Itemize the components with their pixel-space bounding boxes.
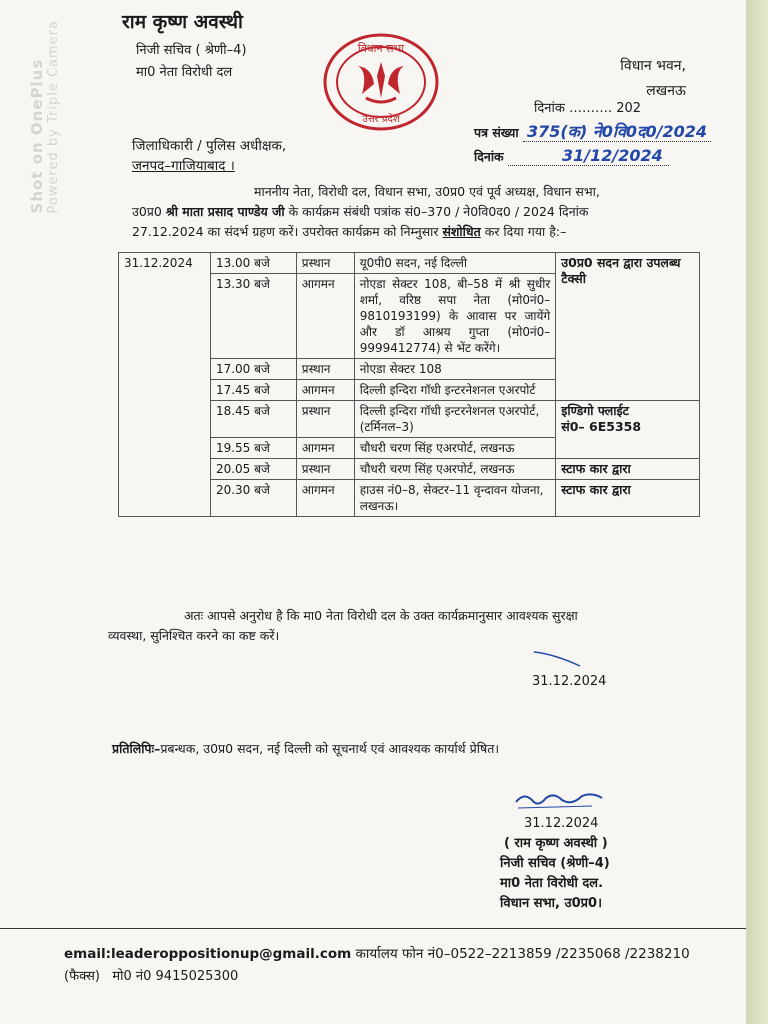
row-action: आगमन <box>296 438 354 459</box>
recipient-line2: जनपद–गाजियाबाद । <box>132 158 235 174</box>
signature-place: विधान सभा, उ0प्र0। <box>500 896 602 911</box>
signature-name: ( राम कृष्ण अवस्थी ) <box>504 836 608 851</box>
footer-divider <box>0 928 748 929</box>
signature-date: 31.12.2024 <box>524 816 599 831</box>
schedule-date: 31.12.2024 <box>119 253 211 517</box>
office-address-line1: विधान भवन, <box>620 58 686 74</box>
travel-mode-staff-car: स्टाफ कार द्वारा <box>556 480 700 517</box>
body-paragraph <box>132 182 690 242</box>
initial-mark <box>530 646 590 670</box>
sender-name: राम कृष्ण अवस्थी <box>122 11 243 33</box>
flight-label: इण्डिगो फ्लाईट <box>561 403 629 418</box>
signature-block <box>500 834 610 914</box>
signature-office: मा0 नेता विरोधी दल. <box>500 876 604 891</box>
row-action: प्रस्थान <box>296 253 354 274</box>
row-action: प्रस्थान <box>296 359 354 380</box>
body-line3-rest: कर दिया गया है:– <box>484 224 567 239</box>
copy-label: प्रतिलिपिः– <box>112 741 161 756</box>
footer-fax-mobile: (फैक्स) मो0 नं0 9415025300 <box>64 969 239 984</box>
watermark-line1: Shot on OnePlus <box>28 58 46 214</box>
row-time: 20.30 बजे <box>210 480 296 517</box>
row-time: 13.00 बजे <box>210 253 296 274</box>
schedule-table <box>118 252 700 517</box>
sender-designation: निजी सचिव ( श्रेणी–4) <box>136 43 247 58</box>
row-action: आगमन <box>296 380 354 401</box>
sender-header <box>122 8 247 80</box>
revised-word: संशोधित <box>442 224 481 239</box>
row-action: आगमन <box>296 274 354 359</box>
row-place: हाउस नं0–8, सेक्टर–11 वृन्दावन योजना, लखनऊ। <box>354 480 556 517</box>
letter-number <box>474 120 711 142</box>
request-line2: व्यवस्था, सुनिश्चित करने का कष्ट करें। <box>108 628 280 643</box>
office-address <box>560 56 686 100</box>
copy-text: प्रबन्धक, उ0प्र0 सदन, नई दिल्ली को सूचनार्थ एवं आवश्यक कार्यार्थ प्रेषित। <box>160 741 500 756</box>
row-time: 20.05 बजे <box>210 459 296 480</box>
recipient <box>132 136 286 176</box>
row-place: दिल्ली इन्दिरा गॉधी इन्टरनेशनल एअरपोर्ट <box>354 380 556 401</box>
travel-mode-taxi: उ0प्र0 सदन द्वारा उपलब्ध टैक्सी <box>556 253 700 401</box>
row-place: चौधरी चरण सिंह एअरपोर्ट, लखनऊ <box>354 459 556 480</box>
copy-to <box>112 740 499 757</box>
letter-number-label: पत्र संख्या <box>474 125 519 140</box>
footer-email: email:leaderoppositionup@gmail.com <box>64 946 352 962</box>
signature-mark <box>512 788 608 814</box>
vidhan-sabha-emblem <box>322 32 440 132</box>
flight-number: सं0– 6E5358 <box>561 419 642 434</box>
office-address-line2: लखनऊ <box>646 83 686 99</box>
footer-contact <box>64 944 690 962</box>
watermark-line2: Powered by Triple Camera <box>46 20 61 214</box>
leader-name: श्री माता प्रसाद पाण्डेय जी <box>165 204 285 219</box>
signature-designation: निजी सचिव (श्रेणी–4) <box>500 856 610 871</box>
row-action: प्रस्थान <box>296 459 354 480</box>
letter-date-value: 31/12/2024 <box>508 146 669 166</box>
row-time: 19.55 बजे <box>210 438 296 459</box>
travel-mode-staff-car: स्टाफ कार द्वारा <box>556 459 700 480</box>
row-place: नोएडा सेक्टर 108, बी–58 में श्री सुधीर शर्मा, वरिष्ठ सपा नेता (मो0नं0–9810193199) के आवास पर जायेंगे और डॉ आश्रय गुप्ता (मो0नं0–9999412774) से भेंट करेंगे। <box>354 274 556 359</box>
background-edge <box>746 0 768 1024</box>
row-time: 17.00 बजे <box>210 359 296 380</box>
row-time: 13.30 बजे <box>210 274 296 359</box>
body-line2-rest: के कार्यक्रम संबंधी पत्रांक सं0–370 / ने0वि0द0 / 2024 दिनांक <box>288 204 589 219</box>
table-row <box>119 253 700 274</box>
sender-office: मा0 नेता विरोधी दल <box>136 65 233 80</box>
row-place: दिल्ली इन्दिरा गॉधी इन्टरनेशनल एअरपोर्ट, (टर्मिनल–3) <box>354 401 556 438</box>
recipient-line1: जिलाधिकारी / पुलिस अधीक्षक, <box>132 138 287 154</box>
body-line2-prefix: उ0प्र0 <box>132 204 162 219</box>
request-line1: अतः आपसे अनुरोध है कि मा0 नेता विरोधी दल के उक्त कार्यक्रमानुसार आवश्यक सुरक्षा <box>184 608 578 623</box>
camera-watermark <box>28 20 61 213</box>
body-line1: माननीय नेता, विरोधी दल, विधान सभा, उ0प्र0 एवं पूर्व अध्यक्ष, विधान सभा, <box>254 184 600 199</box>
row-time: 18.45 बजे <box>210 401 296 438</box>
travel-mode-flight <box>556 401 700 459</box>
row-place: नोएडा सेक्टर 108 <box>354 359 556 380</box>
row-place: चौधरी चरण सिंह एअरपोर्ट, लखनऊ <box>354 438 556 459</box>
row-action: आगमन <box>296 480 354 517</box>
request-date: 31.12.2024 <box>532 674 607 689</box>
office-date-line: दिनांक ………. 202 <box>534 101 642 116</box>
letter-date <box>474 146 669 165</box>
row-action: प्रस्थान <box>296 401 354 438</box>
emblem-top-text: विधान सभा <box>357 42 405 55</box>
letter-number-value: 375(क) ने0वि0द0/2024 <box>523 122 711 142</box>
letter-date-label: दिनांक <box>474 149 504 164</box>
footer-phone: कार्यालय फोन नं0–0522–2213859 /2235068 /2238210 <box>355 946 690 962</box>
request-paragraph <box>108 606 698 646</box>
row-place: यू0पी0 सदन, नई दिल्ली <box>354 253 556 274</box>
body-line3-prefix: 27.12.2024 का संदर्भ ग्रहण करें। उपरोक्त कार्यक्रम को निम्नुसार <box>132 224 439 239</box>
emblem-bottom-text: उत्तर प्रदेश <box>362 114 400 125</box>
row-time: 17.45 बजे <box>210 380 296 401</box>
